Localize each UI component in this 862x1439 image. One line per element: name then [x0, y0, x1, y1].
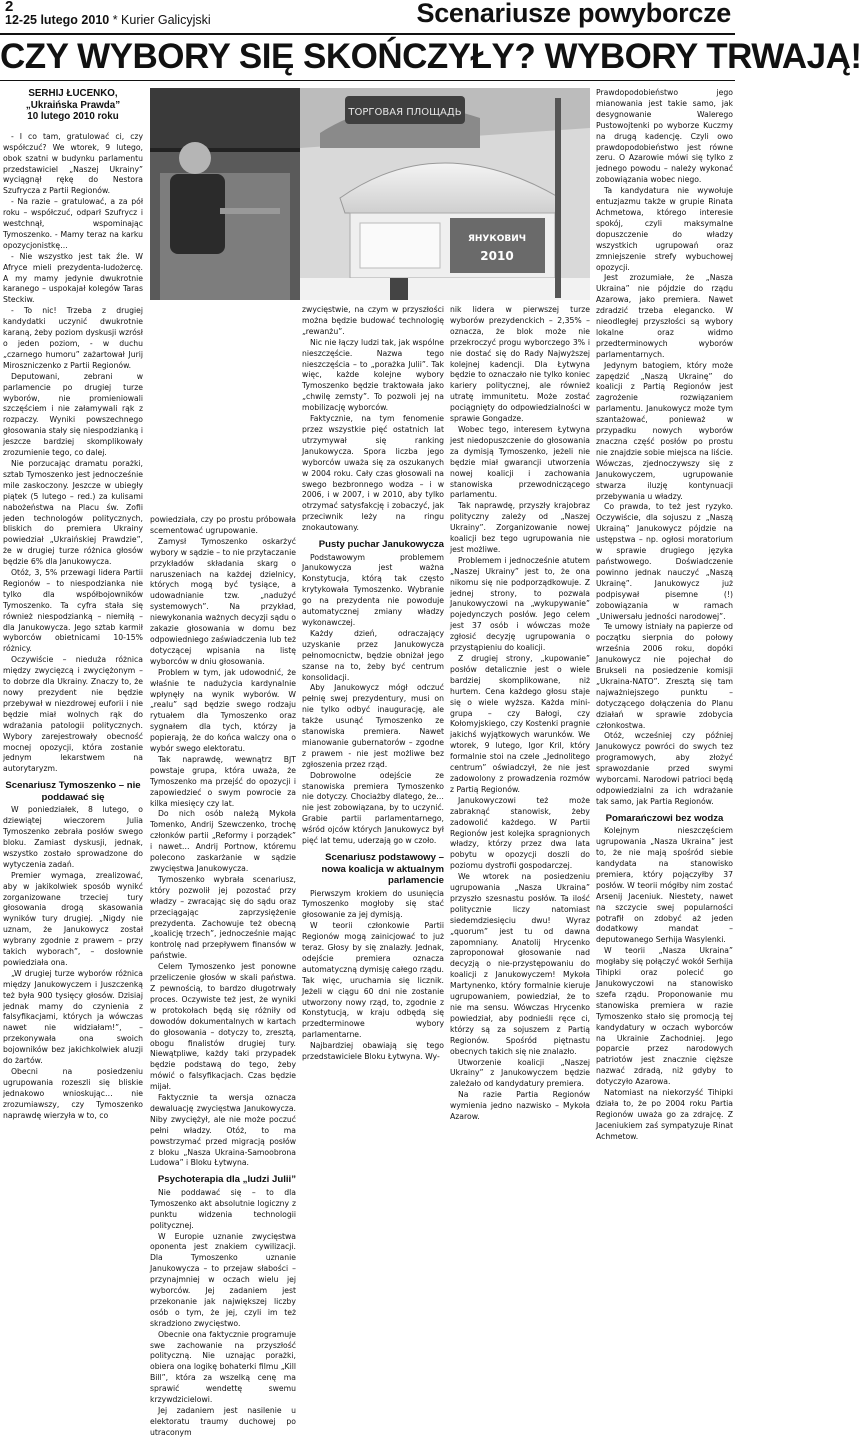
paragraph: „W drugiej turze wyborów różnica między Janukowyczem i Juszczenką też była 900 tysięcy głosów. Dzisiaj jednak mamy do czynienia z falsyfikacjami, których ja wówczas nawet nie widziałam!”, – przekonywała ona swoich bojowników bez jakichkolwiek aluzji do żartów. — [3, 968, 143, 1066]
paragraph: nik lidera w pierwszej turze wyborów prezydenckich – 2,35% – oznacza, że blok może nie przekroczyć progu wyborczego 3% i nie dostać się do Rady Najwyższej kolejnej kadencji. Dla Łytwyna będzie to oznaczało nie tylko koniec kariery politycznej, ale również utratę immunitetu. Może zostać pociągnięty do odpowiedzialności w sprawie Gongadze. — [450, 305, 590, 424]
header-rule — [0, 33, 735, 35]
subheading: Scenariusz podstawowy – nowa koalicja w aktualnym parlamencie — [321, 852, 444, 886]
byline-source: „Ukraińska Prawda” — [25, 99, 121, 111]
article-photo — [150, 88, 590, 300]
paragraph: Natomiast na niekorzyść Tihipki działa to, że po 2004 roku Partia Regionów uważa go za zdrajcę. Z Jaceniukiem zaś sympatyzuje Rinat Achmetow. — [596, 1088, 733, 1141]
paragraph: Obecnie ona faktycznie programuje swe zachowanie na przyszłość polityczną. Nie uznając porażki, obiera ona logikę bohaterki filmu „Kill Bill”, która za wszelką cenę ma sprawić wendettę swemu krzywdzicielowi. — [150, 1329, 296, 1405]
column-2 — [150, 515, 296, 1437]
paragraph: Otóż, wcześniej czy później Janukowycz powróci do swych tez programowych, aby złożyć sprawozdanie przed swymi wyborcami. Narodowi patrioci będą odpowiedzialni za ich wdrażanie tak samo, jak Partia Regionów. — [596, 731, 733, 806]
paragraph: Obecni na posiedzeniu ugrupowania rozeszli się bliskie jednakowo wnioskując… nie zrozumiawszy, czy Tymoszenko naprawdę wierzyła w to, co — [3, 1067, 143, 1120]
paragraph: Z drugiej strony, „kupowanie” posłów detalicznie jest o wiele bardziej skomplikowane, niż hurtem. Cena każdego głosu staje się o wiele wyższa. Każda mini-grupa – czy Bałogi, czy Kołomyjskiego, czy Kostenki pragnie jakichś wyjątkowych warunków. We wtorek, 9 lutego, Igor Kril, który formalnie stoi na czele „Jednolitego centrum” oświadczył, że nie jest zadowolony z prowadzenia rozmów z Partią Regionów. — [450, 654, 590, 794]
paragraph: - To nic! Trzeba z drugiej kandydatki uczynić dwukrotnie karaną, żeby poziom dyskusji wzrósł o jeden poziom, - w duchu „czarnego humoru” zażartował Jurij Miroszniczenko z Partii Regionów. — [3, 306, 143, 370]
paragraph: Janukowyczowi też może zabraknąć stanowisk, żeby zadowolić każdego. W Partii Regionów jest kolejka spragnionych władzy, którzy przez dwa lata pobytu w opozycji doszli do poziomu dystrofii gospodarczej. — [450, 795, 590, 871]
paragraph: - Na razie – gratulować, a za pół roku – współczuć, odparł Szufrycz i westchnął, wspominając Tymoszenko. - Mamy teraz na karku opozycjonistkę… — [3, 197, 143, 250]
paragraph: Utworzenie koalicji „Naszej Ukrainy” z Janukowyczem będzie zależało od kandydatury premiera. — [450, 1057, 590, 1089]
paragraph: Do nich osób należą Mykoła Tomenko, Andrij Szewczenko, trochę członków partii „Reformy i porządek” i nawet… Andrij Portnow, któremu polecono zaskarżanie w sądzie zwycięstwa Janukowycza. — [150, 809, 296, 873]
paragraph: We wtorek na posiedzeniu ugrupowania „Nasza Ukraina” przyszło szesnastu posłów. Ta ilość politycznie liczy natomiast siedemdziesięciu dwu! Wyraz „quorum” jest tu od dawna zapomniany. Anatolij Hrycenko zaproponował głosowanie nad decyzją o nie-przystępowaniu do koalicji z Janukowyczem! Mykoła Martynenko, który formalnie kieruje ugrupowaniem, powiedział, że to nie ma sensu. Wówczas Hrycenko powiedział, aby podnieśli ręce ci, którzy są za sojuszem z Partią Regionów. Spośród piętnastu obecnych takich się nie znalazło. — [450, 872, 590, 1056]
paragraph: Jest zrozumiałe, że „Nasza Ukraina” nie pójdzie do rządu Azarowa, jako premiera. Nawet zdradzić trzeba elegancko. W nieodległej przyszłości są wybory lokalne oraz widmo przedterminowych wyborów parlamentarnych. — [596, 273, 733, 359]
paragraph: Problemem i jednocześnie atutem „Naszej Ukrainy” jest to, że ona nikomu się nie podporządkowuje. Z jednej strony, to pozwala Janukowyczowi na „wykupywanie” pojedynczych posłów. Jego celem jest 37 osób i wówczas może zgłosić decyzję ugrupowania o przystąpieniu do koalicji. — [450, 555, 590, 653]
headline-rule — [0, 80, 735, 81]
photo-illustration — [150, 88, 590, 300]
paragraph: Nie porzucając dramatu porażki, sztab Tymoszenko jest jednocześnie mile zaskoczony. Jeszcze w ubiegły piątek (5 lutego – red.) za kulisami nabożeństwa na Placu św. Zofii jeden technologów politycznych, bliskich do premiera Ukrainy powiedział „Ukraińskiej Prawdzie”, że w drugiej turze różnica głosów będzie 6% dla Janukowycza. — [3, 458, 143, 567]
page-header — [0, 0, 735, 34]
paragraph: Deputowani, zebrani w parlamencie po drugiej turze wyborów, nie promieniowali szczęściem i nie załamywali rąk z rozpaczy. Wyniki powszechnego głosowania stały się niespodzianką i jeszcze bardziej skomplikowały zrozumienie tego, co dalej. — [3, 371, 143, 458]
paragraph: W Europie uznanie zwycięstwa oponenta jest znakiem cywilizacji. Dla Tymoszenko uznanie Janukowycza – to przejaw słabości – przynajmniej w oczach wielu jej wyborców. Jej zadaniem jest przekonanie jak największej liczby osób o tym, że jej, czyli im też skradziono zwycięstwo. — [150, 1231, 296, 1328]
paragraph: - Nie wszystko jest tak źle. W Afryce mieli prezydenta-ludożercę. A my mamy jedynie dwukrotnie karanego – uspokajał kolegów Taras Steckiw. — [3, 251, 143, 305]
tent-poster-name: ЯНУКОВИЧ — [467, 234, 527, 244]
paragraph: W teorii członkowie Partii Regionów mogą zainicjować to już teraz. Głosy by się znalazły. Jednak, odejście premiera oznacza automatyczną dymisję całego rządu. Tak więc, uruchamia się licznik. Jeżeli w ciągu 60 dni nie zostanie utworzony nowy rząd, to, zgodnie z Konstytucją, w kraju odbędą się przedterminowe wybory parlamentarne. — [302, 921, 444, 1040]
paragraph: Te umowy istniały na papierze od początku sierpnia do połowy września 2006 roku, dopóki Janukowycz nie pojechał do Brukseli na posiedzenie komisji „Ukraina-NATO”. Zresztą się tam najważniejszego punktu – dotyczącego dołączenia do Planu działań w sprawie zdobycia członkostwa. — [596, 622, 733, 730]
publication-name: * Kurier Galicyjski — [112, 13, 211, 27]
paragraph: Premier wymaga, zrealizować, aby w jakikolwiek sposób wynikć zorganizowane trzeciej tury głosowania drogą skasowania wyników tury drugiej. „Nigdy nie uznam, że Janukowycz został wybrany zgodnie z prawem – przy takich wyborach”, – dosłownie powiedziała ona. — [3, 870, 143, 967]
paragraph: Zamysł Tymoszenko oskarżyć wybory w sądzie – to nie przytaczanie przykładów składania skarg o naruszeniach na każdej dzielnicy, których mogą być tysiące, a udowadnianie tzw. „nadużyć systemowych”. Na przykład, niewykonania ważnych decyzji sądu o zakazie głosowania w domu bez odpowiedniego zaświadczenia lub też dotyczącej wpisania na listę wyborców w dniu głosowania. — [150, 536, 296, 666]
paragraph: Tak naprawdę, przyszły krajobraz polityczny zależy od „Naszej Ukrainy”. Zorganizowanie nowej koalicji bez tego ugrupowania nie jest możliwe. — [450, 501, 590, 554]
paragraph: W poniedziałek, 8 lutego, o dziewiątej wieczorem Julia Tymoszenko zebrała posłów swego bloku. Zamiast dyskusji, jednak, wszystko zostało sprowadzone do wytyczenia zadań. — [3, 805, 143, 869]
paragraph: Jej zadaniem jest nasilenie u elektoratu traumy duchowej po utraconym — [150, 1406, 296, 1437]
paragraph: Dobrowolne odejście ze stanowiska premiera Tymoszenko nie dotyczy. Chociażby dlatego, że… nie jest zobowiązana, by to uczynić. Grabie partii parlamentarnego, wśród ojców których Janukowycz był pięć lat temu, uderzają go w czoło. — [302, 770, 444, 846]
column-1 — [3, 88, 143, 1120]
section-title: Scenariusze powyborcze — [416, 0, 731, 28]
dateline — [5, 13, 211, 27]
subheading: Pomarańczowi bez wodza — [605, 812, 724, 824]
column-3 — [302, 305, 444, 1103]
paragraph: Co prawda, to też jest ryzyko. Oczywiście, dla sojuszu z „Naszą Ukrainą” Janukowycz pójdzie na ustępstwa – np. ogłosi moratorium w sprawie drugiego języka państwowego. Doświadczenie powinno jednak nauczyć „Naszą Ukrainę”. Janukowycz już podpisywał pisemne (!) zobowiązania w ramach „Uniwersału jedności narodowej”. — [596, 502, 733, 621]
paragraph: Problem w tym, jak udowodnić, że właśnie te nadużycia kardynalnie wpłynęły na wynik wyborów. W „realu” sąd będzie swego rodzaju rytuałem dla Tymoszenko oraz sygnałem dla tych, którzy ja popierają, że do końca walczy ona o wybór swego elektoratu. — [150, 667, 296, 754]
byline — [3, 88, 143, 123]
paragraph: Faktycznie, na tym fenomenie przez wszystkie pięć ostatnich lat utrzymywał się ranking Janukowycza. Spora liczba jego wyborców uważa się za oszukanych w 2004 roku. Cały czas głosowali na swego bezbronnego wodza – i w 2006, i w 2007, i w 2010, aby tylko otrzymać satysfakcję i zobaczyć, jak przeciwnik leży na ringu znokautowany. — [302, 414, 444, 533]
paragraph: - I co tam, gratulować ci, czy współczuć? We wtorek, 9 lutego, obok szatni w budynku parlamentu przedstawiciel „Naszej Ukrainy” wyciągnął rękę do Nestora Szufrycza z Partii Regionów. — [3, 131, 143, 196]
subheading: Scenariusz Tymoszenko – nie poddawać się — [5, 780, 141, 803]
paragraph: Na razie Partia Regionów wymienia jedno nazwisko – Mykoła Azarow. — [450, 1090, 590, 1122]
subheading: Pusty puchar Janukowycza — [318, 539, 444, 551]
byline-date: 10 lutego 2010 roku — [27, 111, 119, 123]
paragraph: powiedziała, czy po prostu próbowała scementować ugrupowanie. — [150, 515, 296, 535]
tent-poster-year: 2010 — [480, 249, 514, 263]
paragraph: Nie poddawać się – to dla Tymoszenko akt absolutnie logiczny z punktu widzenia technologii politycznej. — [150, 1187, 296, 1230]
headline: CZY WYBORY SIĘ SKOŃCZYŁY? WYBORY TRWAJĄ! — [0, 37, 862, 76]
paragraph: Kolejnym nieszczęściem ugrupowania „Nasza Ukraina” jest to, że nie mają spośród siebie kandydata na stanowisko premiera, który pojączyłby 37 posłów. W teorii mógłby nim zostać Arsenij Jaceniuk. Niestety, nawet na szczycie swej popularności potrafił on zdobyć aż jeden dodatkowy mandat – deputowanego Serhija Wasylenki. — [596, 826, 733, 945]
paragraph: zwycięstwie, na czym w przyszłości można będzie budować technologię „rewanżu”. — [302, 305, 444, 336]
paragraph: Faktycznie ta wersja oznacza dewaluację zwycięstwa Janukowycza. Niby zwyciężył, ale nie może poczuć pełni władzy. Otóż, to ma powstrzymać przed migracją posłów z bloku „Nasza Ukraina-Samoobrona Ludowa” i Bloku Łytwyna. — [150, 1093, 296, 1168]
column-4 — [450, 305, 590, 1122]
issue-date: 12-25 lutego 2010 — [5, 13, 110, 27]
paragraph: Tak naprawdę, wewnątrz BJT powstaje grupa, która uważa, że Tymoszenko ma przejść do opozycji i zapowiedzieć o swym powrocie za kilka miesięcy czy lat. — [150, 754, 296, 808]
column-5 — [596, 88, 733, 1141]
paragraph: W teorii „Nasza Ukraina” mogłaby się połączyć wokół Serhija Tihipki oraz polecić go Janukowyczowi na stanowisko szefa rządu. Proponowanie mu stanowiska premiera w razie Tymoszenko stało się promocją tej kandydatury w oczach wyborców na Ukrainie Zachodniej. Jego poparcie przez narodowych patriotów jest znacznie cięższe nazwać zdradą, niż gdyby to dotyczyło Azarowa. — [596, 946, 733, 1087]
subheading: Psychoterapia dla „ludzi Julii” — [157, 1174, 296, 1186]
page-number: 2 — [5, 0, 14, 15]
paragraph: Wobec tego, interesem Łytwyna jest niedopuszczenie do głosowania za dymisją Tymoszenko, jeżeli nie będzie miał gwarancji utworzenia nowej koalicji i zachowania stanowiska przewodniczącego parlamentu. — [450, 424, 590, 500]
booth-sign-text: ТОРГОВАЯ ПЛОЩАДЬ — [348, 107, 462, 118]
paragraph: Nic nie łączy ludzi tak, jak wspólne nieszczęście. Nazwa tego nieszczęścia – to „porażka Julii”. Tak więc, każde kolejne wybory Tymoszenko będzie traktowała jako „chwilę zemsty”. To pozwoli jej na mobilizację wyborców. — [302, 337, 444, 413]
byline-author: SERHIJ ŁUCENKO, — [28, 88, 118, 99]
paragraph: Otóż, 3, 5% przewagi lidera Partii Regionów – to niespodzianka nie tylko dla współbojowników Tymoszenko. Ta cyfra stała się również niespodzianką – niemiłą – dla Janukowycza. Jego sztab karmił wyborców obietnicami 10-15% różnicy. — [3, 568, 143, 654]
paragraph: Ta kandydatura nie wywołuje entuzjazmu także w grupie Rinata Achmetowa, którego interesie spokój, czyli maksymalne dopuszczenie do władzy wszystkich ugrupowań oraz zmniejszenie strefy wybuchowej opozycji. — [596, 186, 733, 272]
paragraph: Aby Janukowycz mógł odczuć pełnię swej prezydentury, musi on nie tylko odbyć inaugurację, ale także usunąć Tymoszenko ze stanowiska premiera. Nawet mianowanie gubernatorów – zgodne z prawem - nie jest możliwe bez zgłoszenia przez rząd. — [302, 683, 444, 769]
paragraph: Oczywiście – nieduża różnica między zwycięzcą i zwyciężonym – to dobrze dla Ukrainy. Znaczy to, że nowy prezydent nie będzie przebywał w niezdrowej euforii i nie będzie miał wolnych rąk do wdrażania patologii politycznych. Wybory zarejestrowały obecność mocnej opozycji, która zostanie jednym lekarstwem na autorytaryzm. — [3, 655, 143, 774]
paragraph: Podstawowym problemem Janukowycza jest ważna Konstytucja, którą tak często krytykowała Tymoszenko. Wybranie go na prezydenta nie powoduje automatycznej zmiany władzy wykonawczej. — [302, 552, 444, 627]
paragraph: Celem Tymoszenko jest ponowne przeliczenie głosów w skali państwa. Z pewnością, to bardzo długotrwały proces. Oczywiste też jest, że wyniki w protokołach będą się różniły od dowodów dokumentalnych w kartach do głosowania – dotyczy to, zresztą, obogu finalistów drugiej tury. Niewątpliwe, każdy taki przypadek będzie podstawą do tego, żeby mówić o falsyfikacjach. Czas będzie mijał. — [150, 962, 296, 1092]
paragraph: Prawdopodobieństwo jego mianowania jest takie samo, jak desygnowanie Walerego Pustowojtenki po wyborze Kuczmy na drugą kadencję. Czyli owo prawdopodobieństwo jest równe zeru. O Azarowie mówi się tylko z jednego powodu – należy wykonać zobowiązania wobec niego. — [596, 88, 733, 185]
paragraph: Każdy dzień, odraczający uzyskanie przez Janukowycza pełnomocnictw, będzie obniżał jego szanse na to, żeby być centrum konsolidacji. — [302, 628, 444, 682]
paragraph: Tymoszenko wybrała scenariusz, który pozwolił jej pozostać przy władzy – zwracając się do sądu oraz przeciągając zaprzysiężenie prezydenta. Zachowuje też obecną „koalicję trzech”, jednocześnie mając kontrolę nad przepływem finansów w państwie. — [150, 874, 296, 961]
paragraph: Jedynym batogiem, który może zapędzić „Naszą Ukrainę” do koalicji z Partią Regionów jest zagrożenie rozwiązaniem parlamentu. Janukowycz może tym szantażować, ponieważ w przypadku nowych wyborów znaczna część posłów po prostu nie znajdzie sobie miejsca na liście. Wówczas, zjednoczywszy się z Janukowyczem, ugrupowanie stwarza iluzję kontynuacji przebywania u władzy. — [596, 360, 733, 501]
paragraph: Najbardziej obawiają się tego przedstawiciele Bloku Łytwyna. Wy- — [302, 1041, 444, 1062]
paragraph: Pierwszym krokiem do usunięcia Tymoszenko mogłoby się stać głosowanie za jej dymisją. — [302, 888, 444, 920]
